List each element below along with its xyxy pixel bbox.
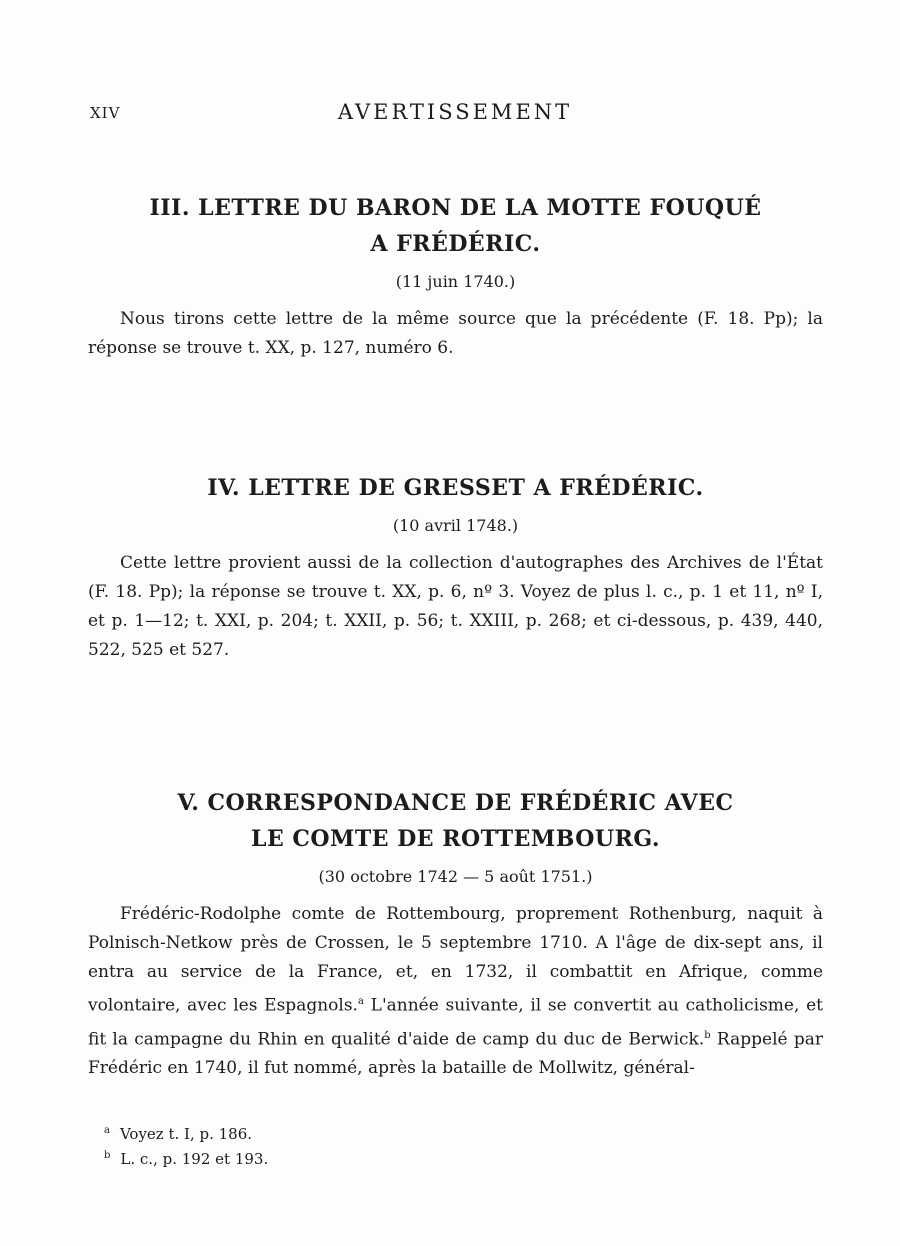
footnote-a (104, 1120, 268, 1145)
heading-line: LE COMTE DE ROTTEMBOURG. (250, 826, 661, 852)
section-date: (10 avril 1748.) (392, 516, 519, 535)
paragraph: Cette lettre provient aussi de la collection d'autographes des Archives de l'État (F. 18. Pp); la réponse se trouve t. XX, p. 6, nº 3. Voyez de plus l. c., p. 1 et 11, nº I, et p. 1—12; t. XXI, p. 204; t. XXII, p. 56; t. XXIII, p. 268; et ci-dessous, p. 439, 440, 522, 525 et 527. (88, 553, 823, 660)
section-v (88, 785, 823, 1083)
paragraph: Nous tirons cette lettre de la même source que la précédente (F. 18. Pp); la réponse se trouve t. XX, p. 127, numéro 6. (88, 309, 823, 358)
footnote-mark: b (104, 1150, 111, 1161)
footnotes (104, 1120, 268, 1170)
running-title: AVERTISSEMENT (337, 100, 573, 124)
section-heading (88, 190, 823, 262)
heading-line: III. LETTRE DU BARON DE LA MOTTE FOUQUÉ (149, 195, 762, 221)
section-date: (11 juin 1740.) (395, 272, 516, 291)
footnote-ref-a[interactable]: a (357, 996, 364, 1007)
paragraph (88, 900, 823, 1083)
section-body (88, 900, 823, 1083)
section-body (88, 305, 823, 363)
paragraph-text: Rappelé par Frédéric en 1740, il fut nommé, après la bataille de Mollwitz, général- (88, 1029, 823, 1079)
heading-line: V. CORRESPONDANCE DE FRÉDÉRIC AVEC (177, 790, 734, 816)
heading-line: IV. LETTRE DE GRESSET A FRÉDÉRIC. (207, 475, 704, 501)
section-heading (88, 470, 823, 506)
heading-line: A FRÉDÉRIC. (370, 231, 541, 257)
footnote-text: L. c., p. 192 et 193. (120, 1150, 269, 1168)
footnote-text: Voyez t. I, p. 186. (119, 1125, 253, 1143)
paragraph-text: L'année suivante, il se convertit au catholicisme, et fit la campagne du Rhin en qualité d'aide de camp du duc de Berwick. (88, 995, 823, 1050)
section-body (88, 549, 823, 665)
paragraph-text: Frédéric-Rodolphe comte de Rottembourg, proprement Rothenburg, naquit à Polnisch-Netkow près de Crossen, le 5 septembre 1710. A l'âge de dix-sept ans, il entra au service de la France, et, en 1732, il combattit en Afrique, comme volontaire, avec les Espagnols. (88, 904, 823, 1016)
section-iii (88, 190, 823, 363)
section-iv (88, 470, 823, 665)
footnote-ref-b[interactable]: b (704, 1029, 711, 1041)
page-number: XIV (90, 104, 121, 122)
section-date: (30 octobre 1742 — 5 août 1751.) (318, 867, 593, 886)
footnote-mark: a (104, 1125, 110, 1136)
section-heading (88, 785, 823, 857)
footnote-b (104, 1145, 268, 1170)
running-head (90, 100, 820, 128)
